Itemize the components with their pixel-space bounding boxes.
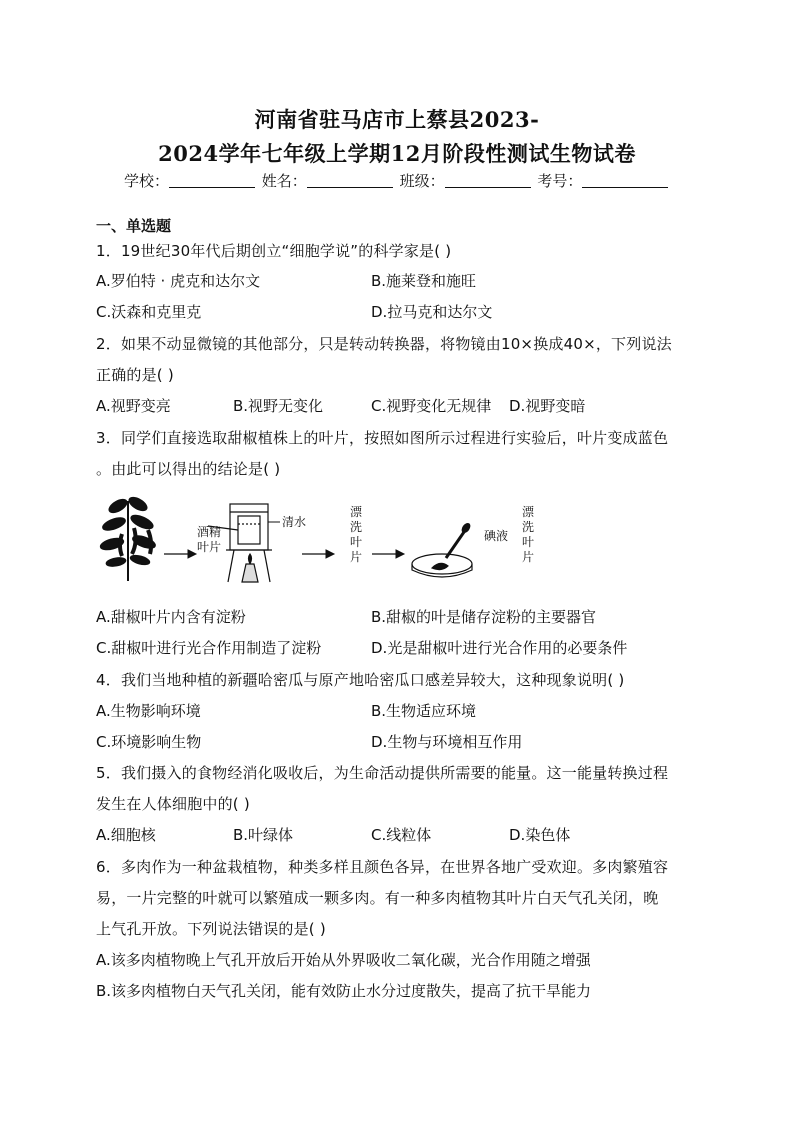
- question-6-stem-line3: 上气孔开放。下列说法错误的是( ): [96, 920, 326, 938]
- question-6-stem-line2: 易，一片完整的叶就可以繁殖成一颗多肉。有一种多肉植物其叶片白天气孔关闭，晚: [96, 889, 659, 907]
- q3-option-a[interactable]: A.甜椒叶片内含有淀粉: [96, 608, 246, 626]
- q6-option-b[interactable]: B.该多肉植物白天气孔关闭，能有效防止水分过度散失，提高了抗干旱能力: [96, 982, 592, 1000]
- class-label: 班级：: [399, 172, 445, 190]
- name-label: 姓名：: [261, 172, 307, 190]
- q1-option-b[interactable]: B.施莱登和施旺: [371, 272, 477, 290]
- rinse-char-1a: 漂: [350, 505, 363, 519]
- question-5-stem-line2: 发生在人体细胞中的( ): [96, 795, 250, 813]
- water-label: 清水: [282, 515, 307, 529]
- arrow-1-icon: [164, 550, 196, 558]
- q2-option-a[interactable]: A.视野变亮: [96, 397, 171, 415]
- q1-option-a[interactable]: A.罗伯特 · 虎克和达尔文: [96, 272, 261, 290]
- alcohol-label: 酒精: [197, 525, 222, 539]
- q5-option-c[interactable]: C.线粒体: [371, 826, 432, 844]
- rinse-char-2a: 漂: [522, 505, 535, 519]
- q4-option-c[interactable]: C.环境影响生物: [96, 733, 202, 751]
- exam-number-label: 考号：: [537, 172, 583, 190]
- q3-option-d[interactable]: D.光是甜椒叶进行光合作用的必要条件: [371, 639, 628, 657]
- q2-option-c[interactable]: C.视野变化无规律: [371, 397, 492, 415]
- q3-option-c[interactable]: C.甜椒叶进行光合作用制造了淀粉: [96, 639, 322, 657]
- q6-option-a[interactable]: A.该多肉植物晚上气孔开放后开始从外界吸收二氧化碳，光合作用随之增强: [96, 951, 591, 969]
- rinse-char-1b: 洗: [350, 520, 363, 534]
- section-heading: 一、单选题: [96, 217, 172, 235]
- q3-option-b[interactable]: B.甜椒的叶是储存淀粉的主要器官: [371, 608, 597, 626]
- rinse-char-2d: 片: [522, 550, 535, 564]
- arrow-2-icon: [302, 550, 334, 558]
- q5-option-a[interactable]: A.细胞核: [96, 826, 156, 844]
- q4-option-d[interactable]: D.生物与环境相互作用: [371, 733, 523, 751]
- exam-title-line1: 河南省驻马店市上蔡县2023-: [254, 107, 540, 132]
- student-info-line: [124, 170, 670, 191]
- arrow-3-icon: [372, 550, 404, 558]
- leaf-label: 叶片: [197, 540, 222, 554]
- rinse-char-1c: 叶: [350, 535, 363, 549]
- question-5-stem-line1: 5．我们摄入的食物经消化吸收后，为生命活动提供所需要的能量。这一能量转换过程: [96, 764, 669, 782]
- q5-option-b[interactable]: B.叶绿体: [233, 826, 294, 844]
- school-label: 学校：: [124, 172, 170, 190]
- question-2-stem-line1: 2．如果不动显微镜的其他部分，只是转动转换器，将物镜由10×换成40×，下列说法: [96, 335, 672, 353]
- q5-option-d[interactable]: D.染色体: [509, 826, 571, 844]
- question-3-stem-line2: 。由此可以得出的结论是( ): [96, 460, 281, 478]
- q4-option-a[interactable]: A.生物影响环境: [96, 702, 201, 720]
- iodine-label: 碘液: [484, 529, 509, 543]
- experiment-diagram: [96, 486, 556, 586]
- q1-option-d[interactable]: D.拉马克和达尔文: [371, 303, 493, 321]
- experiment-figure: [96, 486, 556, 586]
- rinse-char-2b: 洗: [522, 520, 535, 534]
- q2-option-b[interactable]: B.视野无变化: [233, 397, 324, 415]
- question-1-stem: 1．19世纪30年代后期创立“细胞学说”的科学家是( ): [96, 242, 452, 260]
- exam-title-line2: 2024学年七年级上学期12月阶段性测试生物试卷: [158, 141, 636, 166]
- rinse-char-2c: 叶: [522, 535, 535, 549]
- pepper-plant-icon: [99, 495, 157, 581]
- q4-option-b[interactable]: B.生物适应环境: [371, 702, 477, 720]
- q2-option-d[interactable]: D.视野变暗: [509, 397, 586, 415]
- question-6-stem-line1: 6．多肉作为一种盆栽植物，种类多样且颜色各异，在世界各地广受欢迎。多肉繁殖容: [96, 858, 669, 876]
- petri-dish-icon: [412, 522, 472, 577]
- question-2-stem-line2: 正确的是( ): [96, 366, 174, 384]
- rinse-char-1d: 片: [350, 550, 363, 564]
- q1-option-c[interactable]: C.沃森和克里克: [96, 303, 202, 321]
- school-blank[interactable]: [169, 173, 255, 188]
- question-4-stem: 4．我们当地种植的新疆哈密瓜与原产地哈密瓜口感差异较大，这种现象说明( ): [96, 671, 625, 689]
- question-3-stem-line1: 3．同学们直接选取甜椒植株上的叶片，按照如图所示过程进行实验后，叶片变成蓝色: [96, 429, 669, 447]
- exam-number-blank[interactable]: [582, 173, 668, 188]
- name-blank[interactable]: [307, 173, 393, 188]
- class-blank[interactable]: [445, 173, 531, 188]
